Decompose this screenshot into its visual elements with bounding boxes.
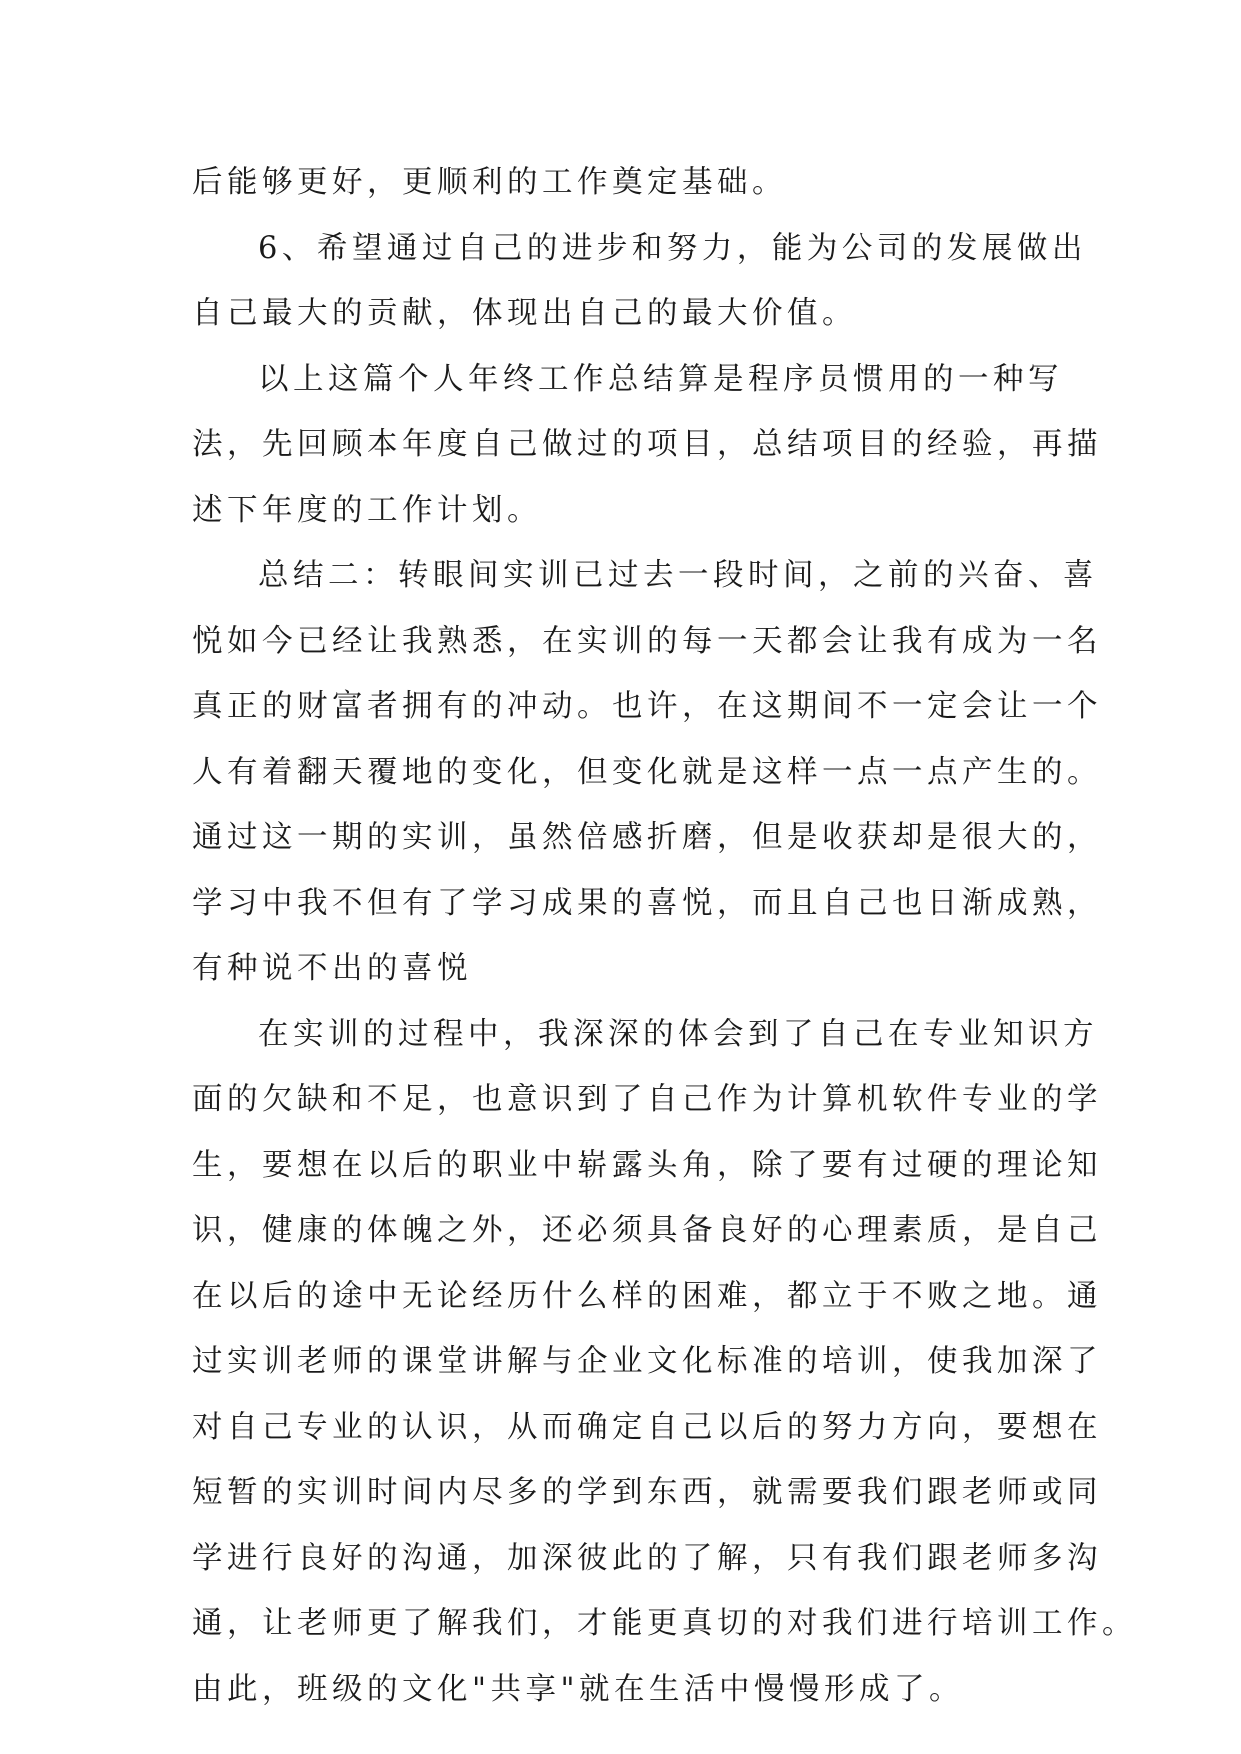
document-page [192, 150, 1137, 1722]
text-line: 真正的财富者拥有的冲动。也许，在这期间不一定会让一个 [192, 689, 1102, 724]
text-line: 通过这一期的实训，虽然倍感折磨，但是收获却是很大的， [192, 820, 1102, 855]
text-line: 悦如今已经让我熟悉，在实训的每一天都会让我有成为一名 [192, 623, 1102, 659]
text-line: 由此，班级的文化"共享"就在生活中慢慢形成了。 [192, 1671, 965, 1707]
text-line: 学习中我不但有了学习成果的喜悦，而且自己也日渐成熟， [192, 885, 1102, 921]
text-line: 过实训老师的课堂讲解与企业文化标准的培训，使我加深了 [192, 1344, 1102, 1379]
text-line: 法，先回顾本年度自己做过的项目，总结项目的经验，再描 [192, 427, 1102, 462]
text-line: 面的欠缺和不足，也意识到了自己作为计算机软件专业的学 [192, 1082, 1102, 1117]
text-line: 短暂的实训时间内尽多的学到东西，就需要我们跟老师或同 [192, 1475, 1102, 1510]
text-line: 述下年度的工作计划。 [192, 492, 542, 528]
paragraph-start-line: 6、希望通过自己的进步和努力，能为公司的发展做出 [258, 230, 1087, 266]
text-line: 学进行良好的沟通，加深彼此的了解，只有我们跟老师多沟 [192, 1540, 1102, 1576]
text-line: 有种说不出的喜悦 [192, 951, 472, 986]
text-line: 人有着翻天覆地的变化，但变化就是这样一点一点产生的。 [192, 754, 1102, 790]
text-line: 后能够更好，更顺利的工作奠定基础。 [192, 165, 787, 200]
text-line: 对自己专业的认识，从而确定自己以后的努力方向，要想在 [192, 1409, 1102, 1445]
paragraph-start-line: 总结二：转眼间实训已过去一段时间，之前的兴奋、喜 [258, 558, 1098, 593]
text-line: 在以后的途中无论经历什么样的困难，都立于不败之地。通 [192, 1278, 1102, 1314]
paragraph-start-line: 在实训的过程中，我深深的体会到了自己在专业知识方 [258, 1016, 1098, 1052]
paragraph-start-line: 以上这篇个人年终工作总结算是程序员惯用的一种写 [258, 361, 1063, 397]
text-line: 生，要想在以后的职业中崭露头角，除了要有过硬的理论知 [192, 1147, 1102, 1183]
text-line: 自己最大的贡献，体现出自己的最大价值。 [192, 296, 857, 331]
text-line: 通，让老师更了解我们，才能更真切的对我们进行培训工作。 [192, 1606, 1137, 1641]
text-line: 识，健康的体魄之外，还必须具备良好的心理素质，是自己 [192, 1213, 1102, 1248]
